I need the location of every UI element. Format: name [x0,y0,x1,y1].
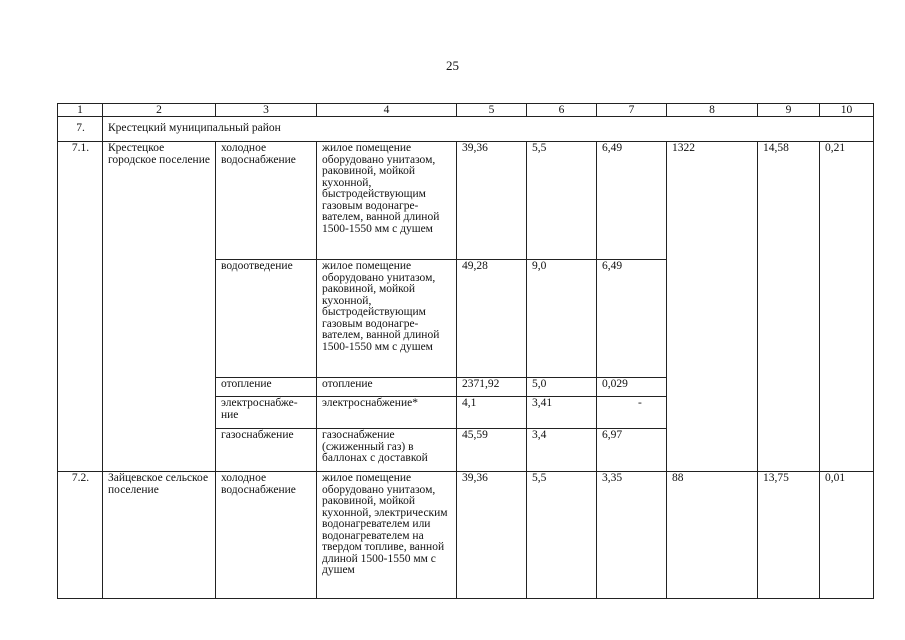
value-cell: 9,0 [527,260,597,378]
value-cell: 5,0 [527,378,597,397]
value-cell: 0,01 [820,472,874,599]
district-name: Крестецкий муниципальный район [103,117,874,142]
tariff-table [57,103,874,599]
value-cell: 3,4 [527,429,597,472]
settlement-name: Зайцевское сельское поселение [103,472,216,599]
service-cell: электроснабже-ние [216,397,317,429]
description-cell: электроснабжение* [317,397,457,429]
value-cell: 5,5 [527,472,597,599]
settlement-name: Крестецкое городское поселение [103,142,216,472]
table-row [58,142,874,260]
value-cell: 1322 [667,142,758,472]
column-number: 3 [216,104,317,117]
value-cell: 49,28 [457,260,527,378]
value-cell: 5,5 [527,142,597,260]
service-cell: водоотведение [216,260,317,378]
description-cell: отопление [317,378,457,397]
description-cell: жилое помещение оборудовано унитазом, раковиной, мойкой кухонной, электрическим водонагревателем или водонагревателем на твердом топливе, ванной длиной 1500-1550 мм с душем [317,472,457,599]
service-cell: холодное водоснабжение [216,142,317,260]
page-number: 25 [446,58,459,73]
service-cell: газоснабжение [216,429,317,472]
column-number: 6 [527,104,597,117]
value-cell: 39,36 [457,472,527,599]
value-cell: 13,75 [758,472,820,599]
table-row [58,472,874,599]
district-number: 7. [58,117,103,142]
column-number: 9 [758,104,820,117]
column-number: 10 [820,104,874,117]
column-number: 7 [597,104,667,117]
value-cell: 88 [667,472,758,599]
value-cell: 3,35 [597,472,667,599]
value-cell: 45,59 [457,429,527,472]
value-cell: 6,49 [597,142,667,260]
value-cell: 4,1 [457,397,527,429]
service-cell: отопление [216,378,317,397]
value-cell: 6,49 [597,260,667,378]
value-cell: 6,97 [597,429,667,472]
value-cell: 39,36 [457,142,527,260]
column-number-row [58,104,874,117]
service-cell: холодное водоснабжение [216,472,317,599]
column-number: 1 [58,104,103,117]
column-number: 2 [103,104,216,117]
description-cell: жилое помещение оборудовано унитазом, раковиной, мойкой кухонной, быстродействующим газовым водонагре-вателем, ванной длиной 1500-1550 мм с душем [317,260,457,378]
value-cell: 14,58 [758,142,820,472]
settlement-number: 7.2. [58,472,103,599]
settlement-number: 7.1. [58,142,103,472]
description-cell: жилое помещение оборудовано унитазом, раковиной, мойкой кухонной, быстродействующим газовым водонагре-вателем, ванной длиной 1500-1550 мм с душем [317,142,457,260]
value-cell: 3,41 [527,397,597,429]
column-number: 5 [457,104,527,117]
value-cell: 2371,92 [457,378,527,397]
column-number: 8 [667,104,758,117]
district-row [58,117,874,142]
value-cell [597,397,667,429]
column-number: 4 [317,104,457,117]
value-cell: 0,029 [597,378,667,397]
dash-value: - [638,397,642,409]
value-cell: 0,21 [820,142,874,472]
description-cell: газоснабжение (сжиженный газ) в баллонах с доставкой [317,429,457,472]
